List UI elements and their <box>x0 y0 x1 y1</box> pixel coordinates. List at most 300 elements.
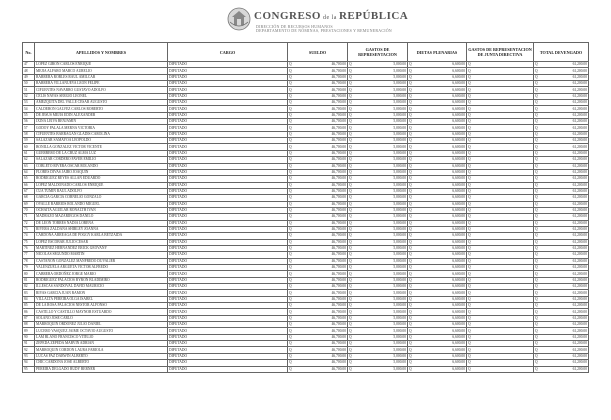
currency-symbol: Q <box>349 62 352 67</box>
cell-name: RIVAS GARCIA JUAN RAMON <box>35 290 168 296</box>
currency-symbol: Q <box>535 208 538 213</box>
amount-value: 61,200.00 <box>572 290 587 295</box>
currency-symbol: Q <box>468 150 471 155</box>
amount-value: 46,700.00 <box>331 227 346 232</box>
amount-value: 5,000.00 <box>393 328 406 333</box>
amount-value: 61,200.00 <box>572 296 587 301</box>
amount-value: 6,600.00 <box>452 214 465 219</box>
currency-symbol: Q <box>409 74 412 79</box>
amount-value: 6,600.00 <box>452 62 465 67</box>
currency-symbol: Q <box>289 106 292 111</box>
amount-value: 61,200.00 <box>572 112 587 117</box>
currency-symbol: Q <box>409 144 412 149</box>
title-main: CONGRESO <box>254 10 321 22</box>
currency-symbol: Q <box>535 131 538 136</box>
cell-no: 75 <box>23 239 35 245</box>
currency-symbol: Q <box>289 334 292 339</box>
cell-no: 51 <box>23 87 35 93</box>
currency-symbol: Q <box>289 170 292 175</box>
currency-symbol: Q <box>349 87 352 92</box>
amount-value: 6,600.00 <box>452 170 465 175</box>
cell-name: RODRIGUEZ REYES ALLAN EDUARDO <box>35 176 168 182</box>
currency-symbol: Q <box>409 170 412 175</box>
amount-value: 6,600.00 <box>452 144 465 149</box>
cell-no: 81 <box>23 277 35 283</box>
cell-name: LUCERO VASQUEZ JAIME OCTAVIO AUGUSTO <box>35 328 168 334</box>
currency-symbol: Q <box>289 284 292 289</box>
currency-symbol: Q <box>468 214 471 219</box>
cell-no: 76 <box>23 245 35 251</box>
cell-name: MARTINEZ HERNANDEZ ERICK GEOVANY <box>35 245 168 251</box>
amount-value: 46,700.00 <box>331 366 346 371</box>
currency-symbol: Q <box>349 220 352 225</box>
cell-no: 93 <box>23 353 35 359</box>
cell-cargo: DIPUTADO <box>168 233 288 239</box>
amount-value: 6,600.00 <box>452 74 465 79</box>
amount-value: 61,200.00 <box>572 284 587 289</box>
currency-symbol: Q <box>535 227 538 232</box>
cell-name: FLORES DIVAS JAIRO JOAQUIN <box>35 169 168 175</box>
amount-value: 6,600.00 <box>452 341 465 346</box>
cell-name: SALAZAR SAMAYOA LEOPOLDO <box>35 138 168 144</box>
cell-name: DE LEON TORRES NADIA LORENA <box>35 220 168 226</box>
amount-value: 61,200.00 <box>572 189 587 194</box>
cell-cargo: DIPUTADO <box>168 309 288 315</box>
amount-value: 5,000.00 <box>393 170 406 175</box>
currency-symbol: Q <box>535 277 538 282</box>
cell-name: RODRIGUEZ PALACIOS BYRON BLADIMIRO <box>35 277 168 283</box>
currency-symbol: Q <box>468 125 471 130</box>
currency-symbol: Q <box>468 239 471 244</box>
title-mid: de la <box>322 15 337 21</box>
amount-value: 61,200.00 <box>572 131 587 136</box>
currency-symbol: Q <box>468 157 471 162</box>
currency-symbol: Q <box>468 309 471 314</box>
currency-symbol: Q <box>409 208 412 213</box>
cell-name: VILLALTA PEREIRA OLGA ISABEL <box>35 296 168 302</box>
currency-symbol: Q <box>409 163 412 168</box>
amount-value: 5,000.00 <box>393 227 406 232</box>
col-header-dietas: DIETAS PLENARIAS <box>408 43 467 62</box>
currency-symbol: Q <box>409 182 412 187</box>
currency-symbol: Q <box>349 328 352 333</box>
title-end: REPÚBLICA <box>338 10 409 22</box>
amount-value: 5,000.00 <box>393 81 406 86</box>
amount-value: 5,000.00 <box>393 277 406 282</box>
cell-cargo: DIPUTADO <box>168 245 288 251</box>
currency-symbol: Q <box>409 62 412 67</box>
currency-symbol: Q <box>289 87 292 92</box>
amount-value: 6,600.00 <box>452 125 465 130</box>
amount-value: 6,600.00 <box>452 208 465 213</box>
currency-symbol: Q <box>349 176 352 181</box>
currency-symbol: Q <box>409 81 412 86</box>
currency-symbol: Q <box>535 233 538 238</box>
cell-cargo: DIPUTADO <box>168 163 288 169</box>
cell-no: 52 <box>23 93 35 99</box>
currency-symbol: Q <box>409 93 412 98</box>
amount-value: 5,000.00 <box>393 176 406 181</box>
currency-symbol: Q <box>289 290 292 295</box>
amount-value: 5,000.00 <box>393 303 406 308</box>
amount-value: 46,700.00 <box>331 258 346 263</box>
amount-value: 6,600.00 <box>452 353 465 358</box>
amount-value: 5,000.00 <box>393 353 406 358</box>
amount-value: 46,700.00 <box>331 347 346 352</box>
currency-symbol: Q <box>289 131 292 136</box>
cell-cargo: DIPUTADO <box>168 214 288 220</box>
cell-cargo: DIPUTADO <box>168 169 288 175</box>
cell-name: MARROQUIN CORDON LAURA FABIOLA <box>35 347 168 353</box>
amount-value: 61,200.00 <box>572 170 587 175</box>
department-line-2: DEPARTAMENTO DE NÓMINAS, PRESTACIONES Y REMUNERACIÓN <box>256 28 392 33</box>
currency-symbol: Q <box>535 157 538 162</box>
cell-no: 64 <box>23 169 35 175</box>
amount-value: 6,600.00 <box>452 233 465 238</box>
currency-symbol: Q <box>409 334 412 339</box>
amount-value: 5,000.00 <box>393 284 406 289</box>
cell-name: GUERRERO DE LA CRUZ ALMA LUZ <box>35 150 168 156</box>
amount-value: 6,600.00 <box>452 239 465 244</box>
currency-symbol: Q <box>349 252 352 257</box>
cell-cargo: DIPUTADO <box>168 150 288 156</box>
amount-value: 6,600.00 <box>452 163 465 168</box>
amount-value: 61,200.00 <box>572 347 587 352</box>
amount-value: 6,600.00 <box>452 227 465 232</box>
amount-value: 5,000.00 <box>393 150 406 155</box>
cell-no: 83 <box>23 290 35 296</box>
amount-value: 61,200.00 <box>572 315 587 320</box>
currency-symbol: Q <box>409 328 412 333</box>
currency-symbol: Q <box>535 182 538 187</box>
amount-value: 61,200.00 <box>572 208 587 213</box>
cell-no: 65 <box>23 176 35 182</box>
amount-value: 6,600.00 <box>452 189 465 194</box>
cell-name: IXIÑA LEIVA BENJAMIN <box>35 119 168 125</box>
amount-value: 5,000.00 <box>393 233 406 238</box>
currency-symbol: Q <box>289 176 292 181</box>
cell-cargo: DIPUTADO <box>168 182 288 188</box>
currency-symbol: Q <box>468 246 471 251</box>
cell-name: CARDONA ARREAGA DE POGGY KARLA BETZAIDA <box>35 233 168 239</box>
currency-symbol: Q <box>289 201 292 206</box>
cell-no: 56 <box>23 119 35 125</box>
currency-symbol: Q <box>289 347 292 352</box>
currency-symbol: Q <box>535 353 538 358</box>
currency-symbol: Q <box>409 195 412 200</box>
currency-symbol: Q <box>289 214 292 219</box>
currency-symbol: Q <box>409 138 412 143</box>
amount-value: 46,700.00 <box>331 182 346 187</box>
currency-symbol: Q <box>409 119 412 124</box>
currency-symbol: Q <box>349 353 352 358</box>
currency-symbol: Q <box>349 214 352 219</box>
currency-symbol: Q <box>535 189 538 194</box>
cell-cargo: DIPUTADO <box>168 322 288 328</box>
currency-symbol: Q <box>349 170 352 175</box>
amount-value: 61,200.00 <box>572 303 587 308</box>
cell-no: 74 <box>23 233 35 239</box>
cell-name: OVALLE BARRIOS ROLANDO MIGUEL <box>35 201 168 207</box>
amount-value: 61,200.00 <box>572 195 587 200</box>
cell-name: MARROQUIN ORDOÑEZ JULIO DANIEL <box>35 322 168 328</box>
cell-name: BARRERA VILLANUEVA LEON FELIPE <box>35 81 168 87</box>
currency-symbol: Q <box>409 125 412 130</box>
currency-symbol: Q <box>349 277 352 282</box>
cell-name: RIVERA ZALDAÑA SHIRLEY JOANNA <box>35 226 168 232</box>
amount-value: 5,000.00 <box>393 220 406 225</box>
amount-value: 5,000.00 <box>393 290 406 295</box>
currency-symbol: Q <box>289 227 292 232</box>
currency-symbol: Q <box>535 265 538 270</box>
cell-cargo: DIPUTADO <box>168 81 288 87</box>
currency-symbol: Q <box>289 252 292 257</box>
amount-value: 6,600.00 <box>452 366 465 371</box>
amount-value: 5,000.00 <box>393 265 406 270</box>
currency-symbol: Q <box>535 119 538 124</box>
cell-gastos <box>348 366 408 372</box>
amount-value: 46,700.00 <box>331 214 346 219</box>
amount-value: 6,600.00 <box>452 322 465 327</box>
amount-value: 46,700.00 <box>331 360 346 365</box>
cell-no: 53 <box>23 100 35 106</box>
amount-value: 46,700.00 <box>331 157 346 162</box>
amount-value: 6,600.00 <box>452 328 465 333</box>
currency-symbol: Q <box>349 182 352 187</box>
cell-no: 80 <box>23 271 35 277</box>
amount-value: 5,000.00 <box>393 239 406 244</box>
currency-symbol: Q <box>409 157 412 162</box>
amount-value: 46,700.00 <box>331 131 346 136</box>
currency-symbol: Q <box>468 341 471 346</box>
cell-no: 90 <box>23 334 35 340</box>
cell-name: CASTILLO Y CASTILLO MAYNOR ESTUARDO <box>35 309 168 315</box>
currency-symbol: Q <box>409 315 412 320</box>
amount-value: 46,700.00 <box>331 309 346 314</box>
amount-value: 61,200.00 <box>572 265 587 270</box>
cell-cargo: DIPUTADO <box>168 366 288 372</box>
currency-symbol: Q <box>289 239 292 244</box>
amount-value: 46,700.00 <box>331 100 346 105</box>
cell-total <box>534 366 589 372</box>
cell-cargo: DIPUTADO <box>168 188 288 194</box>
col-header-total: TOTAL DEVENGADO <box>534 43 589 62</box>
currency-symbol: Q <box>409 341 412 346</box>
cell-no: 59 <box>23 138 35 144</box>
amount-value: 6,600.00 <box>452 296 465 301</box>
currency-symbol: Q <box>289 315 292 320</box>
currency-symbol: Q <box>409 366 412 371</box>
currency-symbol: Q <box>409 284 412 289</box>
amount-value: 46,700.00 <box>331 252 346 257</box>
amount-value: 5,000.00 <box>393 119 406 124</box>
currency-symbol: Q <box>468 347 471 352</box>
amount-value: 6,600.00 <box>452 271 465 276</box>
amount-value: 61,200.00 <box>572 81 587 86</box>
amount-value: 61,200.00 <box>572 163 587 168</box>
amount-value: 5,000.00 <box>393 360 406 365</box>
salary-table <box>22 42 589 373</box>
currency-symbol: Q <box>535 144 538 149</box>
cell-name: MADRAZO MAZARIEGOS DANILO <box>35 214 168 220</box>
cell-no: 79 <box>23 265 35 271</box>
currency-symbol: Q <box>289 265 292 270</box>
amount-value: 61,200.00 <box>572 353 587 358</box>
currency-symbol: Q <box>468 227 471 232</box>
amount-value: 61,200.00 <box>572 271 587 276</box>
currency-symbol: Q <box>468 112 471 117</box>
cell-name: OCHAITA AGUILAR RONALTH IVAN <box>35 207 168 213</box>
amount-value: 5,000.00 <box>393 341 406 346</box>
amount-value: 61,200.00 <box>572 227 587 232</box>
currency-symbol: Q <box>468 170 471 175</box>
currency-symbol: Q <box>535 62 538 67</box>
currency-symbol: Q <box>468 303 471 308</box>
amount-value: 61,200.00 <box>572 277 587 282</box>
cell-no: 55 <box>23 112 35 118</box>
amount-value: 46,700.00 <box>331 208 346 213</box>
currency-symbol: Q <box>349 341 352 346</box>
amount-value: 46,700.00 <box>331 106 346 111</box>
cell-name: LOPEZ ESCOBAR JULIO CESAR <box>35 239 168 245</box>
amount-value: 61,200.00 <box>572 258 587 263</box>
amount-value: 61,200.00 <box>572 360 587 365</box>
cell-no: 72 <box>23 220 35 226</box>
currency-symbol: Q <box>289 328 292 333</box>
cell-cargo: DIPUTADO <box>168 226 288 232</box>
amount-value: 61,200.00 <box>572 239 587 244</box>
table-row <box>23 366 589 372</box>
col-header-sueldo: SUELDO <box>288 43 348 62</box>
amount-value: 61,200.00 <box>572 233 587 238</box>
amount-value: 46,700.00 <box>331 87 346 92</box>
currency-symbol: Q <box>289 208 292 213</box>
cell-name: CUA TUMIN RAUL ADOLFO <box>35 188 168 194</box>
cell-no: 88 <box>23 322 35 328</box>
amount-value: 61,200.00 <box>572 87 587 92</box>
cell-no: 82 <box>23 284 35 290</box>
cell-name: GODOY PALALA MERNA VICTORIA <box>35 125 168 131</box>
cell-name: CALDERON GALVEZ CARLOS ROBERTO <box>35 106 168 112</box>
currency-symbol: Q <box>468 334 471 339</box>
currency-symbol: Q <box>535 284 538 289</box>
currency-symbol: Q <box>289 81 292 86</box>
cell-cargo: DIPUTADO <box>168 176 288 182</box>
cell-no: 50 <box>23 81 35 87</box>
cell-no: 77 <box>23 252 35 258</box>
cell-name: LUCAS PAZ DARWIN ALBERTO <box>35 353 168 359</box>
amount-value: 46,700.00 <box>331 119 346 124</box>
amount-value: 46,700.00 <box>331 62 346 67</box>
currency-symbol: Q <box>468 284 471 289</box>
currency-symbol: Q <box>349 265 352 270</box>
amount-value: 46,700.00 <box>331 341 346 346</box>
currency-symbol: Q <box>409 271 412 276</box>
amount-value: 6,600.00 <box>452 100 465 105</box>
amount-value: 61,200.00 <box>572 182 587 187</box>
currency-symbol: Q <box>349 334 352 339</box>
cell-no: 68 <box>23 195 35 201</box>
col-header-cargo: CARGO <box>168 43 288 62</box>
amount-value: 46,700.00 <box>331 265 346 270</box>
currency-symbol: Q <box>468 328 471 333</box>
amount-value: 5,000.00 <box>393 138 406 143</box>
currency-symbol: Q <box>535 309 538 314</box>
currency-symbol: Q <box>535 220 538 225</box>
currency-symbol: Q <box>349 138 352 143</box>
currency-symbol: Q <box>468 265 471 270</box>
currency-symbol: Q <box>289 271 292 276</box>
amount-value: 61,200.00 <box>572 246 587 251</box>
amount-value: 46,700.00 <box>331 284 346 289</box>
currency-symbol: Q <box>468 258 471 263</box>
currency-symbol: Q <box>468 87 471 92</box>
cell-cargo: DIPUTADO <box>168 131 288 137</box>
currency-symbol: Q <box>468 182 471 187</box>
currency-symbol: Q <box>468 144 471 149</box>
currency-symbol: Q <box>349 366 352 371</box>
currency-symbol: Q <box>349 74 352 79</box>
amount-value: 61,200.00 <box>572 74 587 79</box>
amount-value: 61,200.00 <box>572 62 587 67</box>
currency-symbol: Q <box>468 138 471 143</box>
cell-cargo: DIPUTADO <box>168 296 288 302</box>
cell-no: 78 <box>23 258 35 264</box>
amount-value: 46,700.00 <box>331 176 346 181</box>
amount-value: 6,600.00 <box>452 284 465 289</box>
currency-symbol: Q <box>289 182 292 187</box>
currency-symbol: Q <box>409 220 412 225</box>
amount-value: 61,200.00 <box>572 214 587 219</box>
cell-no: 66 <box>23 182 35 188</box>
amount-value: 61,200.00 <box>572 144 587 149</box>
amount-value: 46,700.00 <box>331 201 346 206</box>
amount-value: 61,200.00 <box>572 322 587 327</box>
cell-no: 48 <box>23 68 35 74</box>
currency-symbol: Q <box>535 214 538 219</box>
amount-value: 46,700.00 <box>331 163 346 168</box>
cell-cargo: DIPUTADO <box>168 74 288 80</box>
currency-symbol: Q <box>409 296 412 301</box>
cell-junta <box>467 366 534 372</box>
cell-no: 87 <box>23 315 35 321</box>
currency-symbol: Q <box>289 157 292 162</box>
cell-name: SALAZAR CORDERO FAVER EMILIO <box>35 157 168 163</box>
currency-symbol: Q <box>289 144 292 149</box>
cell-name: MEJIA ALFARO MARCO AURELIO <box>35 68 168 74</box>
amount-value: 5,000.00 <box>393 131 406 136</box>
amount-value: 6,600.00 <box>452 138 465 143</box>
currency-symbol: Q <box>409 189 412 194</box>
currency-symbol: Q <box>349 119 352 124</box>
currency-symbol: Q <box>535 93 538 98</box>
cell-no: 71 <box>23 214 35 220</box>
cell-name: NICOLAS SEGUNDO MARTIN <box>35 252 168 258</box>
amount-value: 46,700.00 <box>331 271 346 276</box>
currency-symbol: Q <box>349 290 352 295</box>
currency-symbol: Q <box>409 131 412 136</box>
currency-symbol: Q <box>289 119 292 124</box>
cell-name: CIFUENTES NAVARRO GUSTAVO ADOLFO <box>35 87 168 93</box>
currency-symbol: Q <box>409 68 412 73</box>
currency-symbol: Q <box>409 214 412 219</box>
currency-symbol: Q <box>349 246 352 251</box>
amount-value: 5,000.00 <box>393 252 406 257</box>
currency-symbol: Q <box>409 290 412 295</box>
currency-symbol: Q <box>409 239 412 244</box>
cell-cargo: DIPUTADO <box>168 207 288 213</box>
currency-symbol: Q <box>468 233 471 238</box>
